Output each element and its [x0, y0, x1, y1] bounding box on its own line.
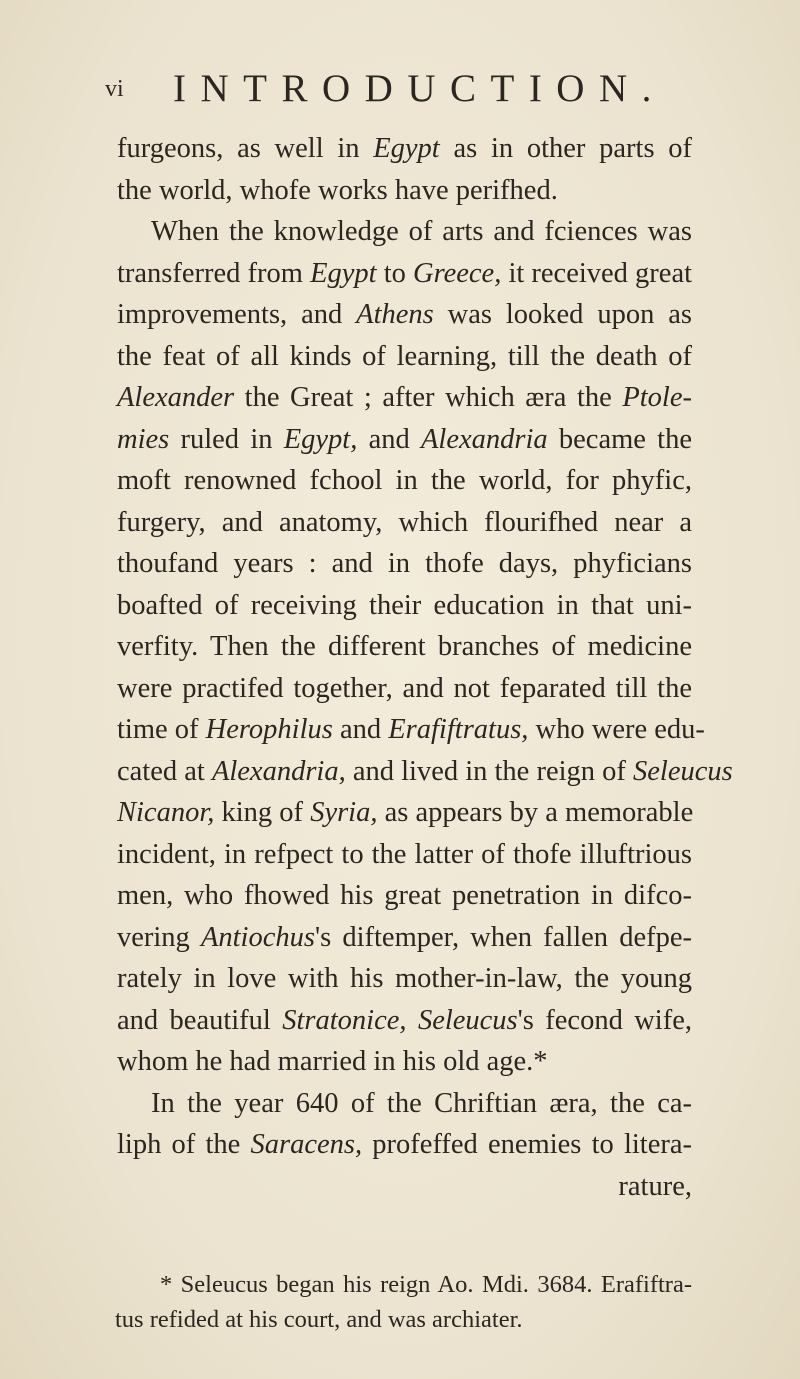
text-run: men, who fhowed his great penetration in difco- — [117, 880, 692, 911]
text-line — [117, 792, 692, 834]
text-line — [117, 585, 692, 627]
text-line — [117, 834, 692, 876]
footnote-line: * Seleucus began his reign Ao. Mdi. 3684. Erafiftra- — [160, 1271, 692, 1298]
text-line — [117, 294, 692, 336]
italic-name: Alexander — [117, 382, 235, 413]
text-line — [117, 502, 692, 544]
text-line — [117, 917, 692, 959]
text-line — [117, 543, 692, 585]
text-run: to — [376, 257, 413, 289]
text-run: rately in love with his mother-in-law, the young — [117, 963, 692, 994]
text-line — [117, 211, 692, 253]
text-run: improvements, and — [117, 299, 357, 330]
italic-name: Alexandria, — [211, 755, 346, 787]
text-line — [117, 1166, 692, 1208]
text-run: time of — [117, 714, 206, 745]
text-line — [117, 170, 692, 212]
italic-name: Antiochus — [200, 921, 315, 953]
text-line — [117, 875, 692, 917]
text-run: king of — [214, 797, 311, 828]
text-line — [117, 128, 692, 170]
text-line — [117, 253, 692, 295]
text-run — [407, 1005, 418, 1036]
text-line — [117, 1000, 692, 1042]
text-run: boafted of receiving their education in that uni- — [117, 589, 692, 621]
text-line — [117, 419, 692, 461]
italic-name: Nicanor, — [117, 797, 215, 828]
text-run: whom he had married in his old age.* — [117, 1046, 548, 1077]
running-head: INTRODUCTION. — [173, 67, 666, 110]
text-run: thoufand years : and in thofe days, phyficians — [117, 548, 692, 579]
italic-name: Seleucus — [417, 1004, 518, 1036]
page-header — [105, 66, 666, 110]
text-run: as appears by a memorable — [377, 797, 694, 828]
italic-name: Herophilus — [205, 714, 333, 745]
italic-name: Alexandria — [421, 423, 548, 455]
text-run: rature, — [618, 1170, 692, 1202]
footnote-line: tus refided at his court, and was archiater. — [115, 1306, 523, 1333]
text-line — [117, 1083, 692, 1125]
text-line — [117, 709, 705, 751]
text-line — [117, 336, 692, 378]
italic-name: Egypt — [310, 257, 377, 289]
text-run: liph of the — [117, 1129, 251, 1160]
italic-name: Ptole- — [622, 382, 692, 413]
text-line — [117, 1041, 692, 1083]
text-run: vering — [117, 921, 201, 953]
italic-name: Egypt — [373, 133, 440, 164]
footnote — [115, 1267, 692, 1337]
text-run: verfity. Then the different branches of medicine — [117, 631, 692, 662]
text-run: who were edu- — [528, 714, 705, 745]
text-run: furgeons, as well in — [117, 133, 374, 164]
text-run: and — [357, 423, 421, 455]
italic-name: Stratonice, — [282, 1004, 407, 1036]
page-number: vi — [105, 76, 124, 102]
text-run: the feat of all kinds of learning, till the death of — [117, 340, 692, 372]
text-run: 's diftemper, when fallen defpe- — [314, 921, 692, 953]
text-run: ruled in — [169, 423, 284, 455]
text-run: it received great — [501, 257, 693, 289]
text-run: In the year 640 of the Chriftian æra, the ca- — [151, 1087, 692, 1119]
text-line — [117, 377, 692, 419]
text-run: were practifed together, and not feparated till the — [117, 672, 692, 704]
italic-name: Egypt, — [283, 423, 358, 455]
italic-name: Greece, — [412, 257, 502, 289]
text-line — [117, 1124, 692, 1166]
text-run: was looked upon as — [433, 299, 692, 330]
body-text — [117, 128, 733, 1207]
text-run: and lived in the reign of — [345, 755, 633, 787]
text-run: moft renowned fchool in the world, for phyfic, — [117, 465, 692, 496]
text-line — [117, 958, 692, 1000]
italic-name: Athens — [356, 299, 434, 330]
text-run: furgery, and anatomy, which flourifhed near a — [117, 506, 692, 538]
text-line — [117, 751, 733, 793]
text-run: transferred from — [117, 257, 311, 289]
text-run: and — [332, 714, 389, 745]
italic-name: mies — [117, 423, 170, 455]
text-run: the Great ; after which æra the — [234, 382, 623, 413]
text-line — [117, 668, 692, 710]
text-line — [117, 460, 692, 502]
text-run: incident, in refpect to the latter of thofe illuftrious — [117, 838, 692, 870]
text-run: cated at — [117, 755, 212, 787]
text-run: 's fecond wife, — [517, 1004, 692, 1036]
text-line — [117, 626, 692, 668]
text-run: When the knowledge of arts and fciences was — [151, 216, 692, 247]
italic-name: Erafiftratus, — [388, 714, 529, 745]
text-run: became the — [547, 423, 692, 455]
italic-name: Seleucus — [633, 755, 733, 787]
text-run: profeffed enemies to litera- — [362, 1129, 692, 1160]
italic-name: Syria, — [310, 797, 378, 828]
italic-name: Saracens, — [250, 1129, 363, 1160]
text-run: as in other parts of — [439, 133, 693, 164]
text-run: the world, whofe works have perifhed. — [117, 174, 558, 206]
text-run: and beautiful — [117, 1004, 283, 1036]
